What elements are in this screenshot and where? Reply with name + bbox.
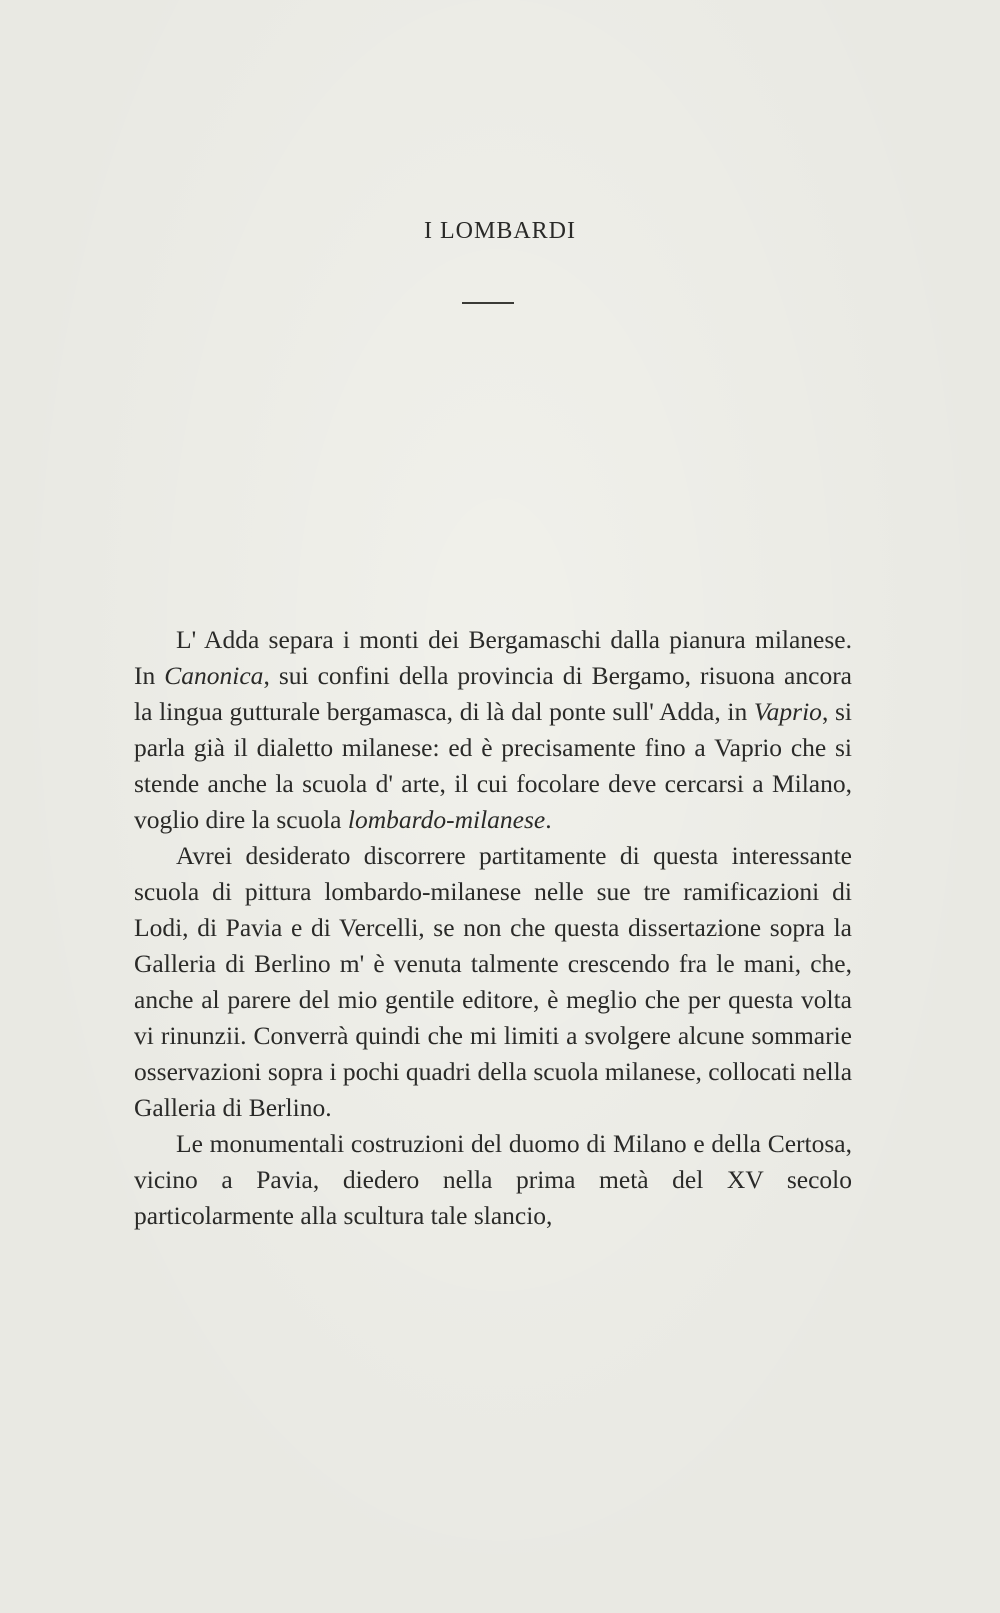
paragraph-1 [134, 622, 852, 838]
p1-text-d: . [545, 805, 552, 834]
body-text [134, 622, 852, 1234]
paragraph-2: Avrei desiderato discorrere partitamente di questa interessante scuola di pittura lombardo-milanese nelle sue tre ramificazioni di Lodi, di Pavia e di Vercelli, se non che questa dissertazione sopra la Galleria di Berlino m' è venuta talmente crescendo fra le mani, che, anche al parere del mio gentile editore, è meglio che per questa volta vi rinunzii. Converrà quindi che mi limiti a svolgere alcune sommarie osservazioni sopra i pochi quadri della scuola milanese, collocati nella Galleria di Berlino. [134, 841, 853, 1122]
title-divider [462, 302, 514, 304]
p1-school-name: lombardo-milanese [347, 805, 546, 834]
chapter-title: I LOMBARDI [424, 218, 576, 244]
p1-text-b: , sui confini della provincia di Bergamo, risuona ancora la lingua gutturale bergamasca, di là dal ponte sull' Adda, in [134, 661, 852, 726]
paragraph-3: Le monumentali costruzioni del duomo di Milano e della Certosa, vicino a Pavia, diedero nella prima metà del XV secolo particolarmente alla scultura tale slancio, [134, 1129, 852, 1230]
p1-place-canonica: Canonica [164, 661, 264, 690]
p1-text-c: , si parla già il dialetto milanese: ed è precisamente fino a Vaprio che si stende anche la scuola d' arte, il cui focolare deve cercarsi a Milano, voglio dire la scuola [134, 697, 852, 834]
p1-place-vaprio: Vaprio [753, 697, 822, 726]
p1-text-a: L' Adda separa i monti dei Bergamaschi dalla pianura milanese. In [134, 625, 852, 690]
